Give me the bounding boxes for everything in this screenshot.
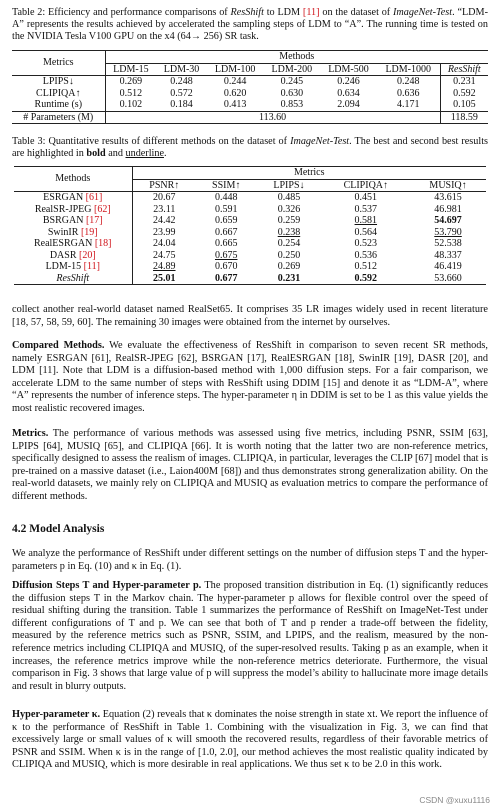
table3 [14,166,486,285]
table2-header-methods: Methods [105,51,488,64]
paragraph-title: Diffusion Steps T and Hyper-parameter p. [12,580,202,591]
table2-col: LDM-100 [214,63,256,75]
table3-col: LPIPS↓ [273,179,305,191]
table3-header-metrics: Metrics [132,167,486,180]
paragraph-diffusion-steps: Diffusion Steps T and Hyper-parameter p. The proposed transition distribution in Eq. (1) significantly reduces the diffusion steps T in the Markov chain. The hyper-parameter p allows for flexible control over the speed of residual shifting during the transition. Table 1 summarizes the performance of ResShift on ImageNet-Test under different configurations of T and p. We can see that both of T and p render a trade-off between the fidelity, measured by the reference metrics such as PSNR, SSIM, and LPIPS, and the realism, measured by the non-reference metrics including CLIPIQA and MUSIQ, of the super-resolved results. Taking p as an example, when it increases, the reference metrics improve while the non-reference metrics deteriorate. Furthermore, the visual comparison in Fig. 3 shows that large value of p will suppress the model’s ability to hallucinate more image details and result in blurry outputs. [12,580,488,692]
table2-col: LDM-30 [163,63,200,75]
paragraph-title: Compared Methods. [12,340,105,351]
paragraph-model-analysis: We analyze the performance of ResShift under different settings on the number of diffusion steps T and the hyper-parameters p in Eq. (10) and κ in Eq. (1). [12,548,488,572]
table2-col: LDM-500 [328,63,369,75]
table3-row: ESRGAN [61] 20.67 0.448 0.485 0.451 43.615 [14,192,486,204]
table3-row: LDM-15 [11] 24.89 0.670 0.269 0.512 46.419 [14,261,486,273]
paragraph-title: Hyper-parameter κ. [12,709,101,720]
table3-header-methods: Methods [14,167,132,192]
paragraph-hyper-kappa: Hyper-parameter κ. Equation (2) reveals that κ dominates the noise strength in state xt. We report the influence of κ to the performance of ResShift in Table 1. Combining with the visualization in Fig. 3, we can find that excessively large or small values of κ will smooth the recovered results, regardless of their favorable metrics of PSNR and SSIM. When κ is in the range of [1.0, 2.0], our method achieves the most realistic quality indicated by CLIPIQA and MUSIQ, which is more desirable in real applications. We thus set κ to be 2.0 in this work. [12,709,489,771]
table3-col: SSIM↑ [212,179,241,191]
table2 [12,50,488,124]
table2-col: ResShift [447,63,481,75]
table2-params-row: # Parameters (M) 113.60 118.59 [12,111,488,124]
table3-col: PSNR↑ [149,179,180,191]
table2-col: LDM-200 [271,63,313,75]
table3-col: MUSIQ↑ [429,179,467,191]
table3-row: RealESRGAN [18] 24.04 0.665 0.254 0.523 52.538 [14,238,486,250]
table2-col: LDM-15 [113,63,149,75]
table2-row: Runtime (s) 0.102 0.184 0.413 0.853 2.094 4.171 0.105 [12,99,488,111]
table3-row: DASR [20] 24.75 0.675 0.250 0.536 48.337 [14,250,486,262]
table2-col: LDM-1000 [377,63,440,76]
table3-caption: Table 3: Quantitative results of different methods on the dataset of ImageNet-Test. The best and second best results are highlighted in bold and underline. [12,136,488,159]
paragraph-title: Metrics. [12,428,49,439]
table3-row: RealSR-JPEG [62] 23.11 0.591 0.326 0.537 46.981 [14,204,486,216]
table3-col: CLIPIQA↑ [343,179,389,191]
section-heading: 4.2 Model Analysis [12,523,105,535]
table2-row: CLIPIQA↑ 0.512 0.572 0.620 0.630 0.634 0.636 0.592 [12,88,488,100]
paragraph-compared-methods: Compared Methods. We evaluate the effectiveness of ResShift in comparison to seven recent SR methods, namely ESRGAN [61], RealSR-JPEG [62], BSRGAN [17], RealESRGAN [18], SwinIR [19], DASR [20], and LDM [11]. Note that LDM is a diffusion-based method with 1,000 diffusion steps. For a fair comparison, we accelerate LDM to the same number of steps with ResShift using DDIM [15] and denote it as “LDM-A”, where “A” represents the number of inference steps. The hyper-parameter η in DDIM is set to be 1 as this value yields the most realistic recovered images. [12,340,488,414]
paragraph-metrics: Metrics. The performance of various methods was assessed using five metrics, including PSNR, SSIM [63], LPIPS [64], MUSIQ [65], and CLIPIQA [66]. It is worth noting that the latter two are non-reference metrics, specifically designed to assess the realism of images. CLIPIQA, in particular, leverages the CLIP [67] model that is pre-trained on a massive dataset (i.e., Laion400M [68]) and thus demonstrates strong generalization ability. On the real-world datasets, we mainly rely on CLIPIQA and MUSIQ as evaluation metrics to compare the performance of different methods. [12,428,488,502]
table3-row: ResShift 25.01 0.677 0.231 0.592 53.660 [14,273,486,285]
table3-row: BSRGAN [17] 24.42 0.659 0.259 0.581 54.697 [14,215,486,227]
table3-row: SwinIR [19] 23.99 0.667 0.238 0.564 53.790 [14,227,486,239]
table2-row: LPIPS↓ 0.269 0.248 0.244 0.245 0.246 0.248 0.231 [12,76,488,88]
paragraph-realset: collect another real-world dataset named RealSet65. It comprises 35 LR images widely used in recent literature [18, 57, 58, 59, 60]. The remaining 30 images were obtained from the internet by ourselves. [12,304,488,328]
table2-header-metrics: Metrics [12,51,105,76]
table2-caption: Table 2: Efficiency and performance comparisons of ResShift to LDM [11] on the dataset of ImageNet-Test. “LDM-A” represents the results achieved by accelerated the sampling steps of LDM to “A”. The running time is tested on the NVIDIA Tesla V100 GPU on the x4 (64→ 256) SR task. [12,7,488,42]
watermark: CSDN @xuxu1116 [419,795,490,805]
